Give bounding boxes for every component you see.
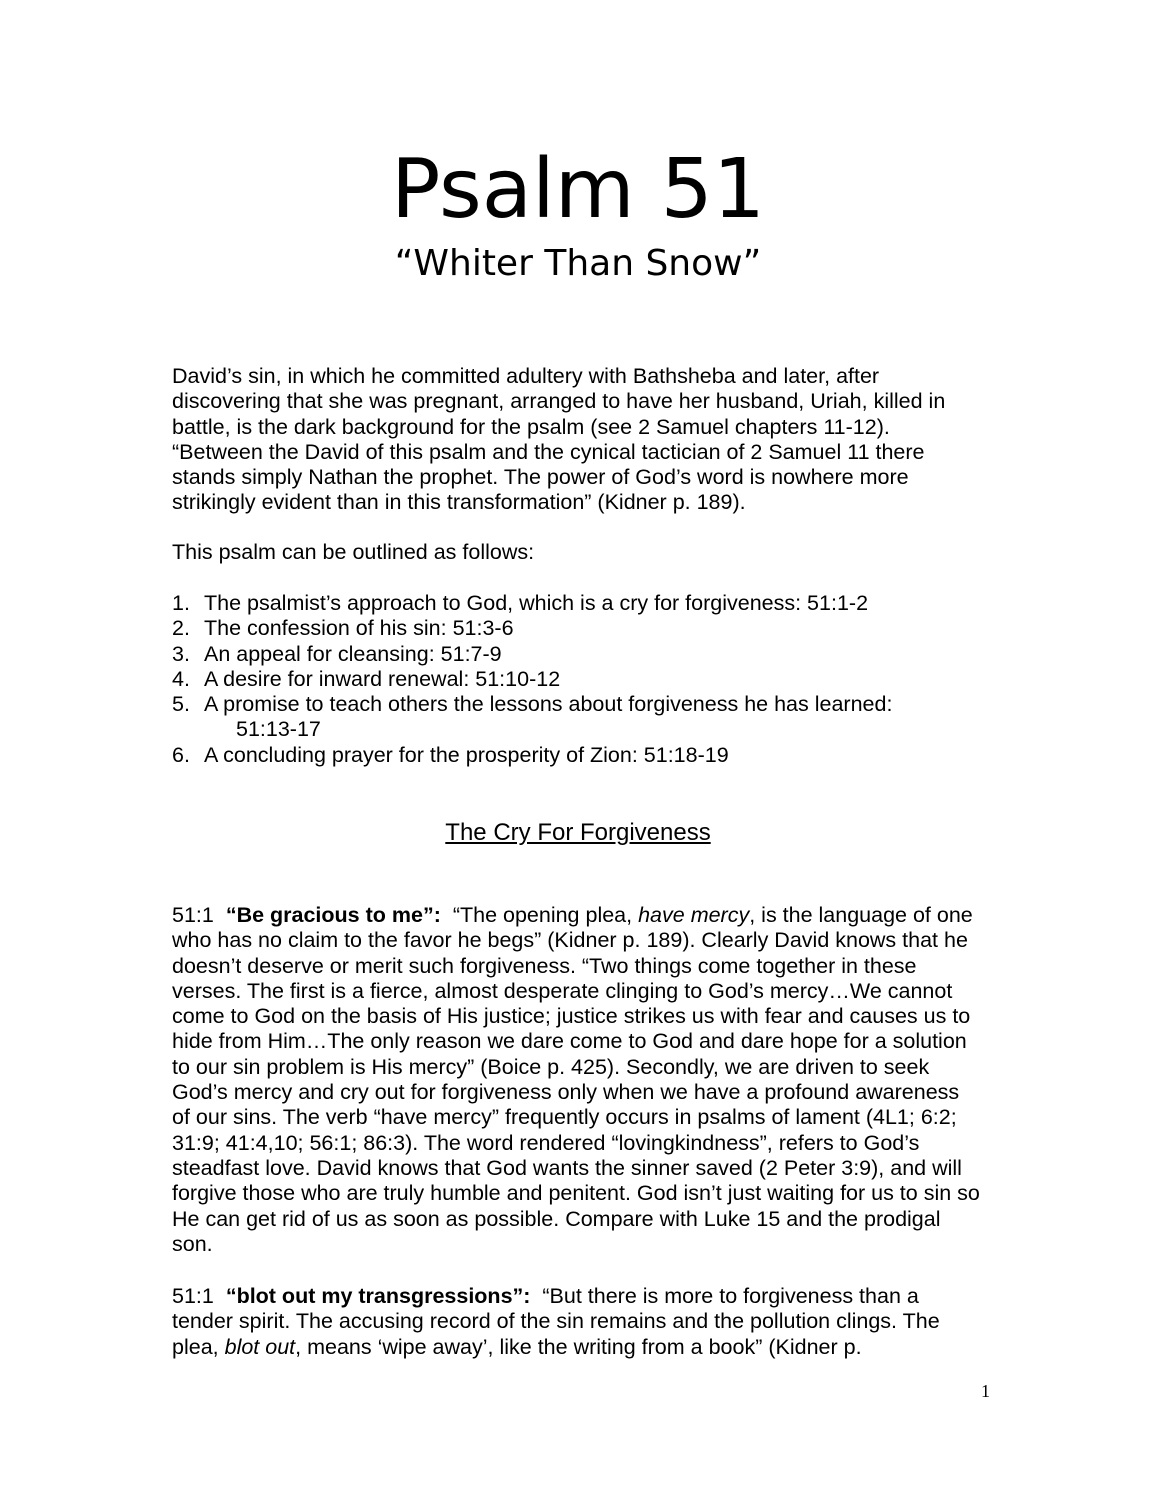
list-item-number: 5. (172, 692, 190, 717)
commentary-text: “The opening plea, (452, 903, 639, 927)
commentary-paragraph (172, 1284, 982, 1360)
commentary-text: “But there is more to forgiveness than a tender spirit. The accusing record of the sin remains and the pollution clings. The plea, (172, 1284, 940, 1359)
commentary-text: , means ‘wipe away’, like the writing from a book” (Kidner p. (295, 1334, 862, 1359)
list-item-text: The confession of his sin: 51:3-6 (204, 616, 514, 641)
list-item-text: A concluding prayer for the prosperity of Zion: 51:18-19 (204, 742, 729, 767)
italic-phrase: have mercy (638, 903, 750, 927)
outline-list (172, 591, 982, 768)
list-item-text-wrapper (204, 692, 982, 743)
outline-lead: This psalm can be outlined as follows: (172, 540, 535, 564)
list-item-number: 4. (172, 666, 190, 691)
section-heading: The Cry For Forgiveness (445, 819, 711, 846)
verse-phrase: “Be gracious to me”: (225, 903, 441, 927)
list-item-text: The psalmist’s approach to God, which is a cry for forgiveness: 51:1-2 (204, 591, 869, 615)
list-item-text: A promise to teach others the lessons about forgiveness he has learned: (204, 692, 893, 717)
list-item (172, 591, 982, 616)
list-item (172, 743, 982, 768)
intro-paragraph: David’s sin, in which he committed adultery with Bathsheba and later, after discovering that she was pregnant, arranged to have her husband, Uriah, killed in battle, is the dark background for the psalm (see 2 Samuel chapters 11-12). “Between the David of this psalm and the cynical tactician of 2 Samuel 11 there stands simply Nathan the prophet. The power of God’s word is nowhere more strikingly evident than in this transformation” (Kidner p. 189). (172, 364, 946, 515)
page-number: 1 (981, 1381, 990, 1401)
italic-phrase: blot out (224, 1334, 296, 1359)
list-item (172, 616, 982, 641)
page-title: Psalm 51 (390, 142, 766, 237)
list-item-number: 2. (172, 616, 190, 641)
verse-reference: 51:1 (172, 903, 214, 927)
list-item (172, 642, 982, 667)
list-item-text: An appeal for cleansing: 51:7-9 (204, 641, 502, 666)
list-item-continuation: 51:13-17 (236, 717, 321, 742)
verse-phrase: “blot out my transgressions”: (225, 1284, 531, 1308)
list-item-number: 1. (172, 591, 190, 615)
list-item-text: A desire for inward renewal: 51:10-12 (204, 666, 561, 691)
list-item (172, 692, 982, 743)
commentary-text: , is the language of one who has no claim to the favor he begs” (Kidner p. 189). Clearly David knows that he doesn’t deserve or merit such forgiveness. “Two things come together in these verses. The first is a fierce, almost desperate clinging to God’s mercy…We cannot come to God on the basis of His justice; justice strikes us with fear and causes us to hide from Him…The only reason we dare come to God and dare hope for a solution to our sin problem is His mercy” (Boice p. 425). Secondly, we are driven to seek God’s mercy and cry out for forgiveness only when we have a profound awareness of our sins. The verb “have mercy” frequently occurs in psalms of lament (4L1; 6:2; 31:9; 41:4,10; 56:1; 86:3). The word rendered “lovingkindness”, refers to God’s steadfast love. David knows that God wants the sinner saved (2 Peter 3:9), and will forgive those who are truly humble and penitent. God isn’t just waiting for us to sin so He can get rid of us as soon as possible. Compare with Luke 15 and the prodigal son. (172, 903, 980, 1256)
verse-reference: 51:1 (172, 1284, 214, 1308)
list-item-number: 6. (172, 742, 190, 767)
commentary-paragraph (172, 903, 982, 1257)
list-item (172, 667, 982, 692)
page-subtitle: “Whiter Than Snow” (394, 243, 762, 284)
list-item-number: 3. (172, 641, 190, 666)
